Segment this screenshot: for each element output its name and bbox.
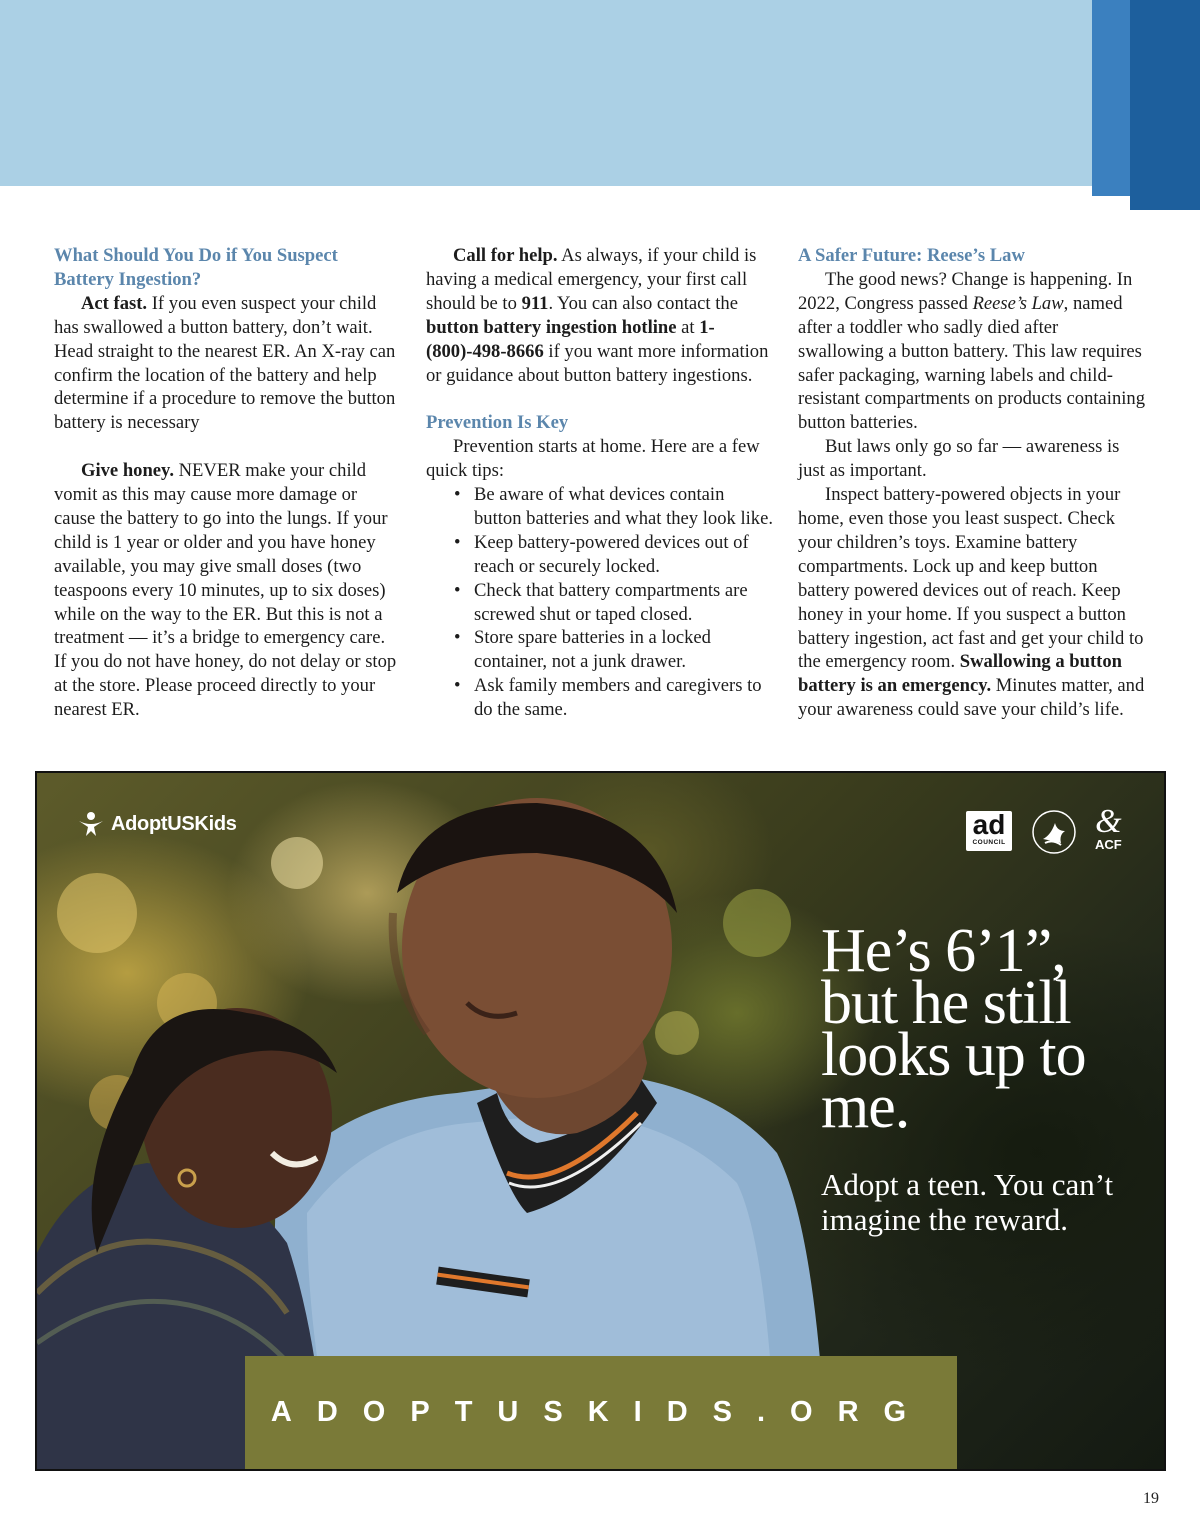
paragraph-act-fast: [54, 292, 399, 435]
lead-give-honey: Give honey.: [81, 460, 174, 482]
adoptuskids-logo: [77, 811, 237, 837]
header-tab-dark: [1130, 0, 1200, 210]
list-item: • Store spare batteries in a locked container, not a junk drawer.: [426, 626, 776, 674]
url-banner: [245, 1356, 957, 1469]
paragraph-give-honey: [54, 459, 399, 722]
list-item: • Ask family members and caregivers to do the same.: [426, 674, 776, 722]
ad-council-word: COUNCIL: [972, 839, 1006, 846]
ad-council-mark: ad: [972, 809, 1006, 840]
hotline-number: 1-(800)-498-8666: [426, 316, 715, 362]
prevention-intro: Prevention starts at home. Here are a few quick tips:: [426, 436, 760, 482]
ad-council-logo: [966, 811, 1012, 851]
adoptuskids-url[interactable]: ADOPTUSKIDS.ORG: [270, 1396, 932, 1428]
lead-call-help: Call for help.: [453, 245, 558, 266]
header-band: [0, 0, 1092, 186]
text-give-honey: NEVER make your child vomit as this may cause more damage or cause the battery to go into the lungs. If your child is 1 year or older and you have honey available, you may give small doses (two teaspoons every 10 minutes, up to six doses) while on the way to the ER. But this is not a treatment — it’s a bridge to emergency care. If you do not have honey, do not delay or stop at the store. Please proceed directly to your nearest ER.: [54, 460, 397, 721]
list-item: • Keep battery-powered devices out of reach or securely locked.: [426, 531, 776, 579]
ad-headline: He’s 6’1”, but he still looks up to me.: [821, 917, 1086, 1141]
heading-suspect-ingestion: What Should You Do if You Suspect Battery Ingestion?: [54, 245, 338, 290]
paragraph-awareness: But laws only go so far — awareness is just as important.: [798, 436, 1120, 482]
acf-text: ACF: [1095, 837, 1122, 852]
text-call-help-3: at: [676, 316, 700, 338]
heading-prevention: Prevention Is Key: [426, 412, 569, 434]
law-name: Reese’s Law: [972, 292, 1064, 314]
acf-ampersand: &: [1095, 803, 1122, 840]
text-inspect-1: Inspect battery-powered objects in your home, even those you least suspect. Check your children’s toys. Examine battery compartments. Lock up and keep button battery powered devices out of reach. Keep honey in your home. If you suspect a button battery ingestion, act fast and get your child to the emergency room.: [798, 484, 1144, 673]
text-act-fast: If you even suspect your child has swallowed a button battery, don’t wait. Head straight to the nearest ER. An X-ray can confirm the location of the battery and help determine if a procedure to remove the button battery is necessary: [54, 292, 396, 434]
heading-reeses-law: A Safer Future: Reese’s Law: [798, 245, 1025, 266]
paragraph-call-help: [426, 244, 776, 387]
list-item: • Check that battery compartments are screwed shut or taped closed.: [426, 579, 776, 627]
text-reeses-2: , named after a toddler who sadly died after swallowing a button battery. This law requires safer packaging, warning labels and child-resistant compartments on products containing button batteries.: [798, 292, 1146, 434]
header-tab-light: [1092, 0, 1130, 196]
text-call-help-1: As always, if your child is having a medical emergency, your first call should be to: [426, 245, 757, 314]
column-suspect-ingestion: [54, 244, 399, 722]
column-call-prevention: [426, 244, 776, 722]
adoptuskids-logo-text: AdoptUSKids: [111, 812, 237, 835]
paragraph-inspect: [798, 483, 1148, 722]
column-reeses-law: [798, 244, 1148, 722]
adoption-advertisement: [35, 771, 1166, 1471]
list-item: • Be aware of what devices contain button batteries and what they look like.: [426, 483, 776, 531]
emergency-number: 911: [521, 292, 549, 314]
text-reeses-1: The good news? Change is happening. In 2022, Congress passed: [798, 268, 1133, 314]
text-call-help-2: . You can also contact the: [548, 292, 738, 314]
emergency-statement: Swallowing a button battery is an emergency.: [798, 651, 1123, 697]
adoptuskids-figure-icon: [77, 811, 105, 837]
hotline-label: button battery ingestion hotline: [426, 316, 677, 338]
lead-act-fast: Act fast.: [81, 292, 148, 314]
prevention-tips-list: [426, 483, 776, 722]
text-call-help-4: if you want more information or guidance about button battery ingestions.: [426, 340, 769, 386]
acf-logo: [1095, 803, 1122, 852]
ad-subline: Adopt a teen. You can’t imagine the reward.: [821, 1167, 1114, 1237]
hhs-seal-icon: [1031, 809, 1077, 855]
text-inspect-2: Minutes matter, and your awareness could save your child’s life.: [798, 675, 1145, 721]
paragraph-reeses-law: [798, 268, 1148, 435]
page-number: 19: [1143, 1490, 1159, 1507]
